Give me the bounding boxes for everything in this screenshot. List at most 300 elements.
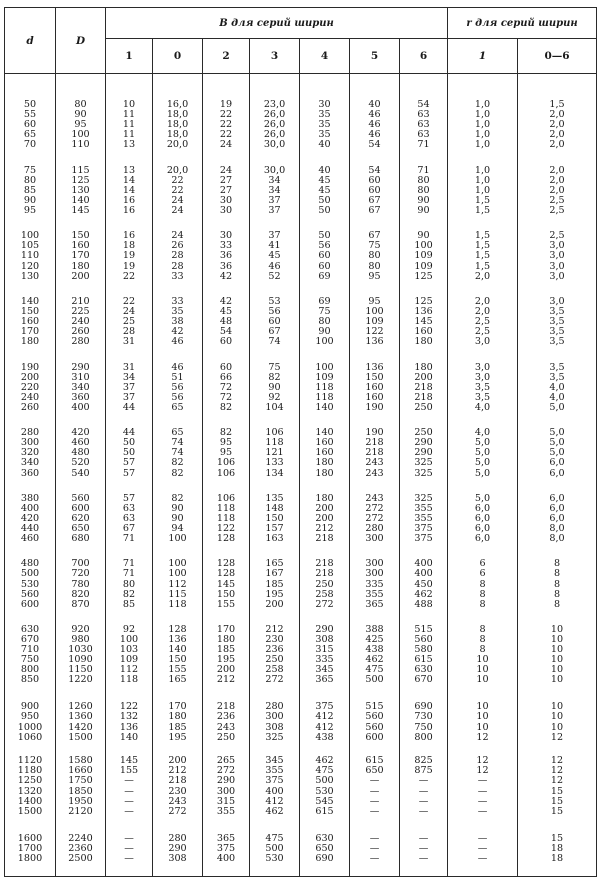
row-group [5, 494, 597, 560]
value-B1: 19 [122, 250, 136, 262]
value-B2: 355 [216, 805, 236, 817]
cell-B0 [153, 100, 203, 166]
value-B2: 106 [216, 492, 236, 504]
value-B6: 355 [414, 512, 433, 524]
value-B2: 128 [216, 558, 236, 570]
value-B3: 300 [265, 711, 284, 723]
cell-B5 [350, 702, 400, 756]
value-r06: 2,0 [549, 119, 565, 131]
value-r1: 10 [476, 711, 489, 723]
value-r1: 3,0 [474, 371, 491, 383]
value-B4: 180 [315, 457, 334, 469]
value-B6: 180 [414, 336, 433, 348]
value-B0: 33 [171, 295, 184, 307]
cell-B5 [350, 559, 400, 625]
value-B0: 195 [168, 731, 187, 743]
value-B6: 54 [417, 99, 430, 110]
value-r1: 8 [479, 588, 486, 600]
value-r06: 8 [553, 588, 561, 600]
value-d: 105 [20, 240, 40, 252]
value-B5: 60 [368, 174, 381, 186]
value-r06: 2,5 [549, 230, 565, 242]
value-B3: 157 [265, 523, 284, 535]
value-B6: 80 [417, 184, 430, 196]
cell-B5 [350, 297, 400, 363]
value-B4: 35 [318, 129, 331, 141]
value-B6: 136 [414, 305, 433, 317]
value-r06: 3,5 [549, 326, 565, 338]
cell-D [56, 702, 106, 756]
value-D: 870 [71, 598, 90, 610]
value-B4: 56 [318, 240, 331, 252]
value-B0: 46 [171, 336, 184, 348]
value-B5: 46 [368, 129, 381, 141]
value-r06: 8,0 [549, 533, 565, 545]
cell-r1 [448, 297, 518, 363]
cell-B4 [300, 834, 350, 876]
value-B6: 71 [417, 164, 430, 176]
value-d: 300 [20, 437, 40, 449]
value-B6: 180 [414, 361, 433, 373]
value-D: 1150 [68, 664, 93, 676]
value-D: 145 [71, 205, 90, 216]
value-B0: 115 [168, 588, 187, 600]
value-r06: 18 [550, 842, 564, 854]
value-B5: 300 [365, 558, 384, 570]
value-B6: 250 [414, 401, 433, 413]
value-B5: 425 [365, 634, 384, 646]
value-r1: 1,0 [474, 119, 491, 131]
value-B2: 30 [219, 194, 233, 206]
value-B1: — [124, 805, 134, 817]
cell-r1 [448, 166, 518, 232]
value-r06: 8,0 [549, 523, 565, 535]
value-B4: 630 [315, 832, 334, 844]
value-d: 170 [20, 326, 40, 338]
value-d: 90 [23, 194, 37, 206]
value-B2: 300 [216, 785, 236, 797]
cell-B6 [400, 231, 448, 297]
value-D: 90 [74, 109, 87, 121]
value-B0: 165 [168, 674, 187, 686]
value-B6: 218 [414, 381, 433, 393]
value-r1: 6,0 [474, 533, 491, 545]
value-B3: 236 [265, 644, 284, 656]
value-B1: 34 [122, 371, 136, 383]
value-d: 1600 [17, 832, 43, 844]
cell-D [56, 756, 106, 833]
value-D: 180 [71, 260, 90, 272]
value-B1: 22 [122, 270, 136, 282]
value-B2: 42 [219, 295, 233, 307]
value-r06: 8 [553, 578, 561, 590]
cell-B4 [300, 702, 350, 756]
cell-B4 [300, 297, 350, 363]
value-B1: — [124, 785, 134, 797]
value-r1: 10 [476, 664, 489, 676]
header-B-series-0: 1 [106, 39, 153, 74]
value-r1: 6 [479, 568, 486, 580]
cell-D [56, 428, 106, 494]
value-B4: 315 [315, 644, 334, 656]
value-r1: 1,5 [474, 205, 491, 216]
value-B5: 335 [365, 578, 384, 590]
value-B3: 462 [265, 805, 284, 817]
value-B1: 14 [122, 174, 136, 186]
value-B1: 132 [119, 711, 139, 723]
cell-B6 [400, 363, 448, 429]
value-B1: 11 [122, 119, 136, 131]
value-B3: 56 [268, 305, 281, 317]
value-B2: 290 [216, 775, 236, 787]
value-D: 125 [71, 174, 90, 186]
value-r1: 2,0 [474, 305, 491, 317]
value-D: 80 [74, 99, 87, 110]
value-B1: 85 [122, 598, 136, 610]
value-D: 2500 [68, 852, 93, 864]
value-B5: 150 [365, 371, 384, 383]
value-B5: 243 [365, 457, 384, 469]
value-r1: 1,0 [474, 129, 491, 141]
value-D: 2120 [68, 805, 93, 817]
value-r06: 2,0 [549, 129, 565, 141]
value-r1: 1,5 [474, 240, 491, 252]
value-B2: 365 [216, 832, 236, 844]
value-d: 190 [20, 361, 40, 373]
value-B4: 180 [315, 492, 334, 504]
value-B3: 500 [265, 842, 284, 854]
value-r06: 2,0 [549, 174, 565, 186]
value-B4: 365 [315, 674, 334, 686]
value-B5: — [369, 795, 380, 807]
value-B6: — [418, 852, 429, 864]
value-r06: 10 [550, 664, 564, 676]
cell-d [5, 297, 56, 363]
value-r06: 3,0 [549, 250, 565, 262]
value-r06: 6,0 [549, 457, 565, 469]
value-B4: 100 [315, 361, 334, 373]
cell-B2 [203, 834, 250, 876]
value-B3: 45 [268, 250, 281, 262]
value-B1: 140 [119, 731, 139, 743]
value-B4: 290 [315, 624, 334, 635]
value-r06: 3,0 [549, 270, 565, 282]
value-B2: 150 [216, 588, 236, 600]
cell-B6 [400, 494, 448, 560]
value-B3: 30,0 [263, 164, 286, 176]
cell-d [5, 625, 56, 702]
value-D: 1660 [68, 765, 93, 777]
value-B6: 218 [414, 391, 433, 403]
value-B0: 74 [171, 447, 184, 459]
value-B4: 140 [315, 401, 334, 413]
cell-B4 [300, 559, 350, 625]
value-r06: 12 [550, 765, 564, 777]
value-d: 140 [20, 295, 40, 307]
value-B5: 300 [365, 568, 384, 580]
cell-B2 [203, 297, 250, 363]
value-d: 55 [23, 109, 37, 121]
value-B5: 438 [365, 644, 384, 656]
value-D: 980 [71, 634, 90, 646]
value-D: 290 [71, 361, 90, 373]
value-r06: 3,5 [549, 361, 565, 373]
value-d: 60 [23, 119, 37, 131]
value-B0: 112 [168, 578, 187, 590]
value-r1: 1,0 [474, 99, 491, 110]
value-B0: 26 [171, 240, 184, 252]
value-d: 1320 [17, 785, 43, 797]
value-B3: 272 [265, 674, 284, 686]
cell-B1 [106, 428, 153, 494]
value-B2: 42 [219, 270, 233, 282]
value-B5: 54 [368, 139, 381, 151]
value-B0: 65 [171, 427, 184, 439]
value-B4: 50 [318, 194, 331, 206]
value-B3: 121 [265, 447, 284, 459]
value-B5: 67 [368, 194, 381, 206]
value-B5: 243 [365, 492, 384, 504]
value-d: 120 [20, 260, 40, 272]
header-B-series-4: 4 [300, 39, 350, 74]
value-d: 560 [20, 588, 40, 600]
cell-B5 [350, 100, 400, 166]
value-B5: 600 [365, 731, 384, 743]
value-B1: 103 [119, 644, 139, 656]
cell-d [5, 494, 56, 560]
value-B6: 325 [414, 492, 433, 504]
value-B4: 118 [315, 391, 334, 403]
value-B0: 170 [168, 701, 187, 713]
value-D: 1090 [68, 654, 93, 666]
value-B0: 24 [171, 194, 184, 206]
cell-B2 [203, 625, 250, 702]
value-B6: 109 [414, 250, 433, 262]
value-B5: 300 [365, 533, 384, 545]
value-B2: 27 [219, 184, 233, 196]
value-B1: 11 [122, 129, 136, 141]
value-B3: 355 [265, 765, 284, 777]
header-D: D [56, 8, 106, 74]
value-d: 1700 [17, 842, 43, 854]
value-B1: — [124, 842, 134, 854]
value-D: 460 [71, 437, 90, 449]
cell-d [5, 834, 56, 876]
cell-D [56, 494, 106, 560]
value-d: 480 [20, 558, 40, 570]
header-B-series-3: 3 [250, 39, 300, 74]
row-group [5, 100, 597, 166]
value-B5: 109 [365, 316, 384, 328]
value-B6: 750 [414, 721, 433, 733]
value-B5: 136 [365, 336, 384, 348]
value-B4: 462 [315, 755, 334, 767]
value-B2: 22 [219, 129, 233, 141]
value-r06: 5,0 [549, 437, 565, 449]
value-B3: 26,0 [263, 129, 286, 141]
value-B1: 14 [122, 184, 136, 196]
cell-B1 [106, 559, 153, 625]
value-r1: 1,5 [474, 194, 491, 206]
value-d: 65 [23, 129, 37, 141]
cell-B0 [153, 702, 203, 756]
value-r1: 2,0 [474, 295, 491, 307]
value-r1: 4,0 [474, 427, 491, 439]
cell-B4 [300, 363, 350, 429]
value-B5: — [369, 785, 380, 797]
value-B2: 243 [216, 721, 236, 733]
cell-B1 [106, 494, 153, 560]
value-B6: — [418, 832, 429, 844]
value-B0: 16,0 [166, 99, 189, 110]
value-B1: 44 [122, 427, 136, 439]
value-B5: 560 [365, 721, 384, 733]
value-B3: 34 [268, 174, 281, 186]
value-B0: 308 [168, 852, 187, 864]
header-B-series-5: 5 [350, 39, 400, 74]
value-B3: 104 [265, 401, 284, 413]
cell-B4 [300, 428, 350, 494]
value-B3: 26,0 [263, 119, 286, 131]
value-r06: 8 [553, 558, 561, 570]
row-group [5, 756, 597, 833]
value-B5: 355 [365, 588, 384, 600]
cell-B1 [106, 625, 153, 702]
value-d: 950 [20, 711, 40, 723]
value-B1: 37 [122, 381, 136, 393]
cell-D [56, 363, 106, 429]
cell-B3 [250, 625, 300, 702]
value-B6: 200 [414, 371, 433, 383]
value-B4: 60 [318, 250, 331, 262]
value-B3: 60 [268, 316, 281, 328]
value-B3: 106 [265, 427, 284, 439]
value-B1: 63 [122, 512, 136, 524]
value-r1: — [477, 805, 488, 817]
cell-B2 [203, 756, 250, 833]
value-r06: 3,5 [549, 336, 565, 348]
value-B3: 135 [265, 492, 284, 504]
value-B1: — [124, 852, 134, 864]
cell-r06 [518, 494, 597, 560]
value-B0: 90 [171, 502, 184, 514]
value-B4: 615 [315, 805, 334, 817]
value-B0: 90 [171, 512, 184, 524]
value-B2: 72 [219, 381, 233, 393]
value-D: 130 [71, 184, 90, 196]
value-d: 1400 [17, 795, 43, 807]
value-B5: 100 [365, 305, 384, 317]
cell-d [5, 559, 56, 625]
value-D: 100 [71, 129, 90, 141]
value-B4: 375 [315, 701, 334, 713]
value-B4: 412 [315, 711, 334, 723]
value-r1: 8 [479, 598, 486, 610]
value-r06: 1,5 [549, 99, 565, 110]
value-B1: 136 [119, 721, 139, 733]
value-B6: 145 [414, 316, 433, 328]
value-r06: 2,0 [549, 184, 565, 196]
value-d: 100 [20, 230, 40, 242]
value-B0: 272 [168, 805, 187, 817]
value-B2: 400 [216, 852, 236, 864]
cell-B4 [300, 756, 350, 833]
value-B0: 212 [168, 765, 187, 777]
cell-D [56, 559, 106, 625]
value-B5: 60 [368, 184, 381, 196]
value-B2: 200 [216, 664, 236, 676]
value-D: 920 [71, 624, 90, 635]
value-B2: 265 [216, 755, 236, 767]
value-B1: 57 [122, 492, 136, 504]
value-D: 820 [71, 588, 90, 600]
value-B4: 100 [315, 336, 334, 348]
value-r1: 8 [479, 634, 486, 646]
value-D: 1360 [68, 711, 93, 723]
cell-r1 [448, 702, 518, 756]
cell-d [5, 756, 56, 833]
value-d: 260 [20, 401, 40, 413]
cell-r1 [448, 231, 518, 297]
cell-B3 [250, 428, 300, 494]
cell-B1 [106, 100, 153, 166]
cell-B5 [350, 363, 400, 429]
cell-B3 [250, 363, 300, 429]
value-d: 110 [20, 250, 40, 262]
row-group [5, 559, 597, 625]
value-B3: 308 [265, 721, 284, 733]
filler-row [5, 876, 597, 877]
value-D: 2240 [68, 832, 93, 844]
bearing-dimensions-table [4, 7, 597, 877]
value-B2: 272 [216, 765, 236, 777]
header-d: d [5, 8, 56, 74]
value-d: 70 [23, 139, 37, 151]
cell-d [5, 428, 56, 494]
cell-r1 [448, 625, 518, 702]
value-d: 85 [23, 184, 37, 196]
cell-D [56, 100, 106, 166]
value-B2: 170 [216, 624, 236, 635]
value-B1: 37 [122, 391, 136, 403]
value-d: 320 [20, 447, 40, 459]
value-B1: — [124, 775, 134, 787]
value-r1: 1,0 [474, 139, 491, 151]
value-B6: 800 [414, 731, 433, 743]
cell-B0 [153, 297, 203, 363]
value-B2: 72 [219, 391, 233, 403]
cell-d [5, 100, 56, 166]
value-B0: 230 [168, 785, 187, 797]
value-D: 1260 [68, 701, 93, 713]
value-B0: 200 [168, 755, 187, 767]
value-B5: — [369, 805, 380, 817]
value-B3: 37 [268, 230, 281, 242]
value-r1: 12 [476, 765, 489, 777]
value-B1: 82 [122, 588, 136, 600]
value-r06: 15 [550, 795, 564, 807]
value-r1: 12 [476, 755, 489, 767]
cell-B5 [350, 428, 400, 494]
value-B1: 50 [122, 447, 136, 459]
cell-B2 [203, 559, 250, 625]
cell-r1 [448, 756, 518, 833]
value-B3: 46 [268, 260, 281, 272]
value-r1: — [477, 852, 488, 864]
value-B0: 74 [171, 437, 184, 449]
value-B1: 67 [122, 523, 136, 535]
value-B2: 19 [219, 99, 233, 110]
